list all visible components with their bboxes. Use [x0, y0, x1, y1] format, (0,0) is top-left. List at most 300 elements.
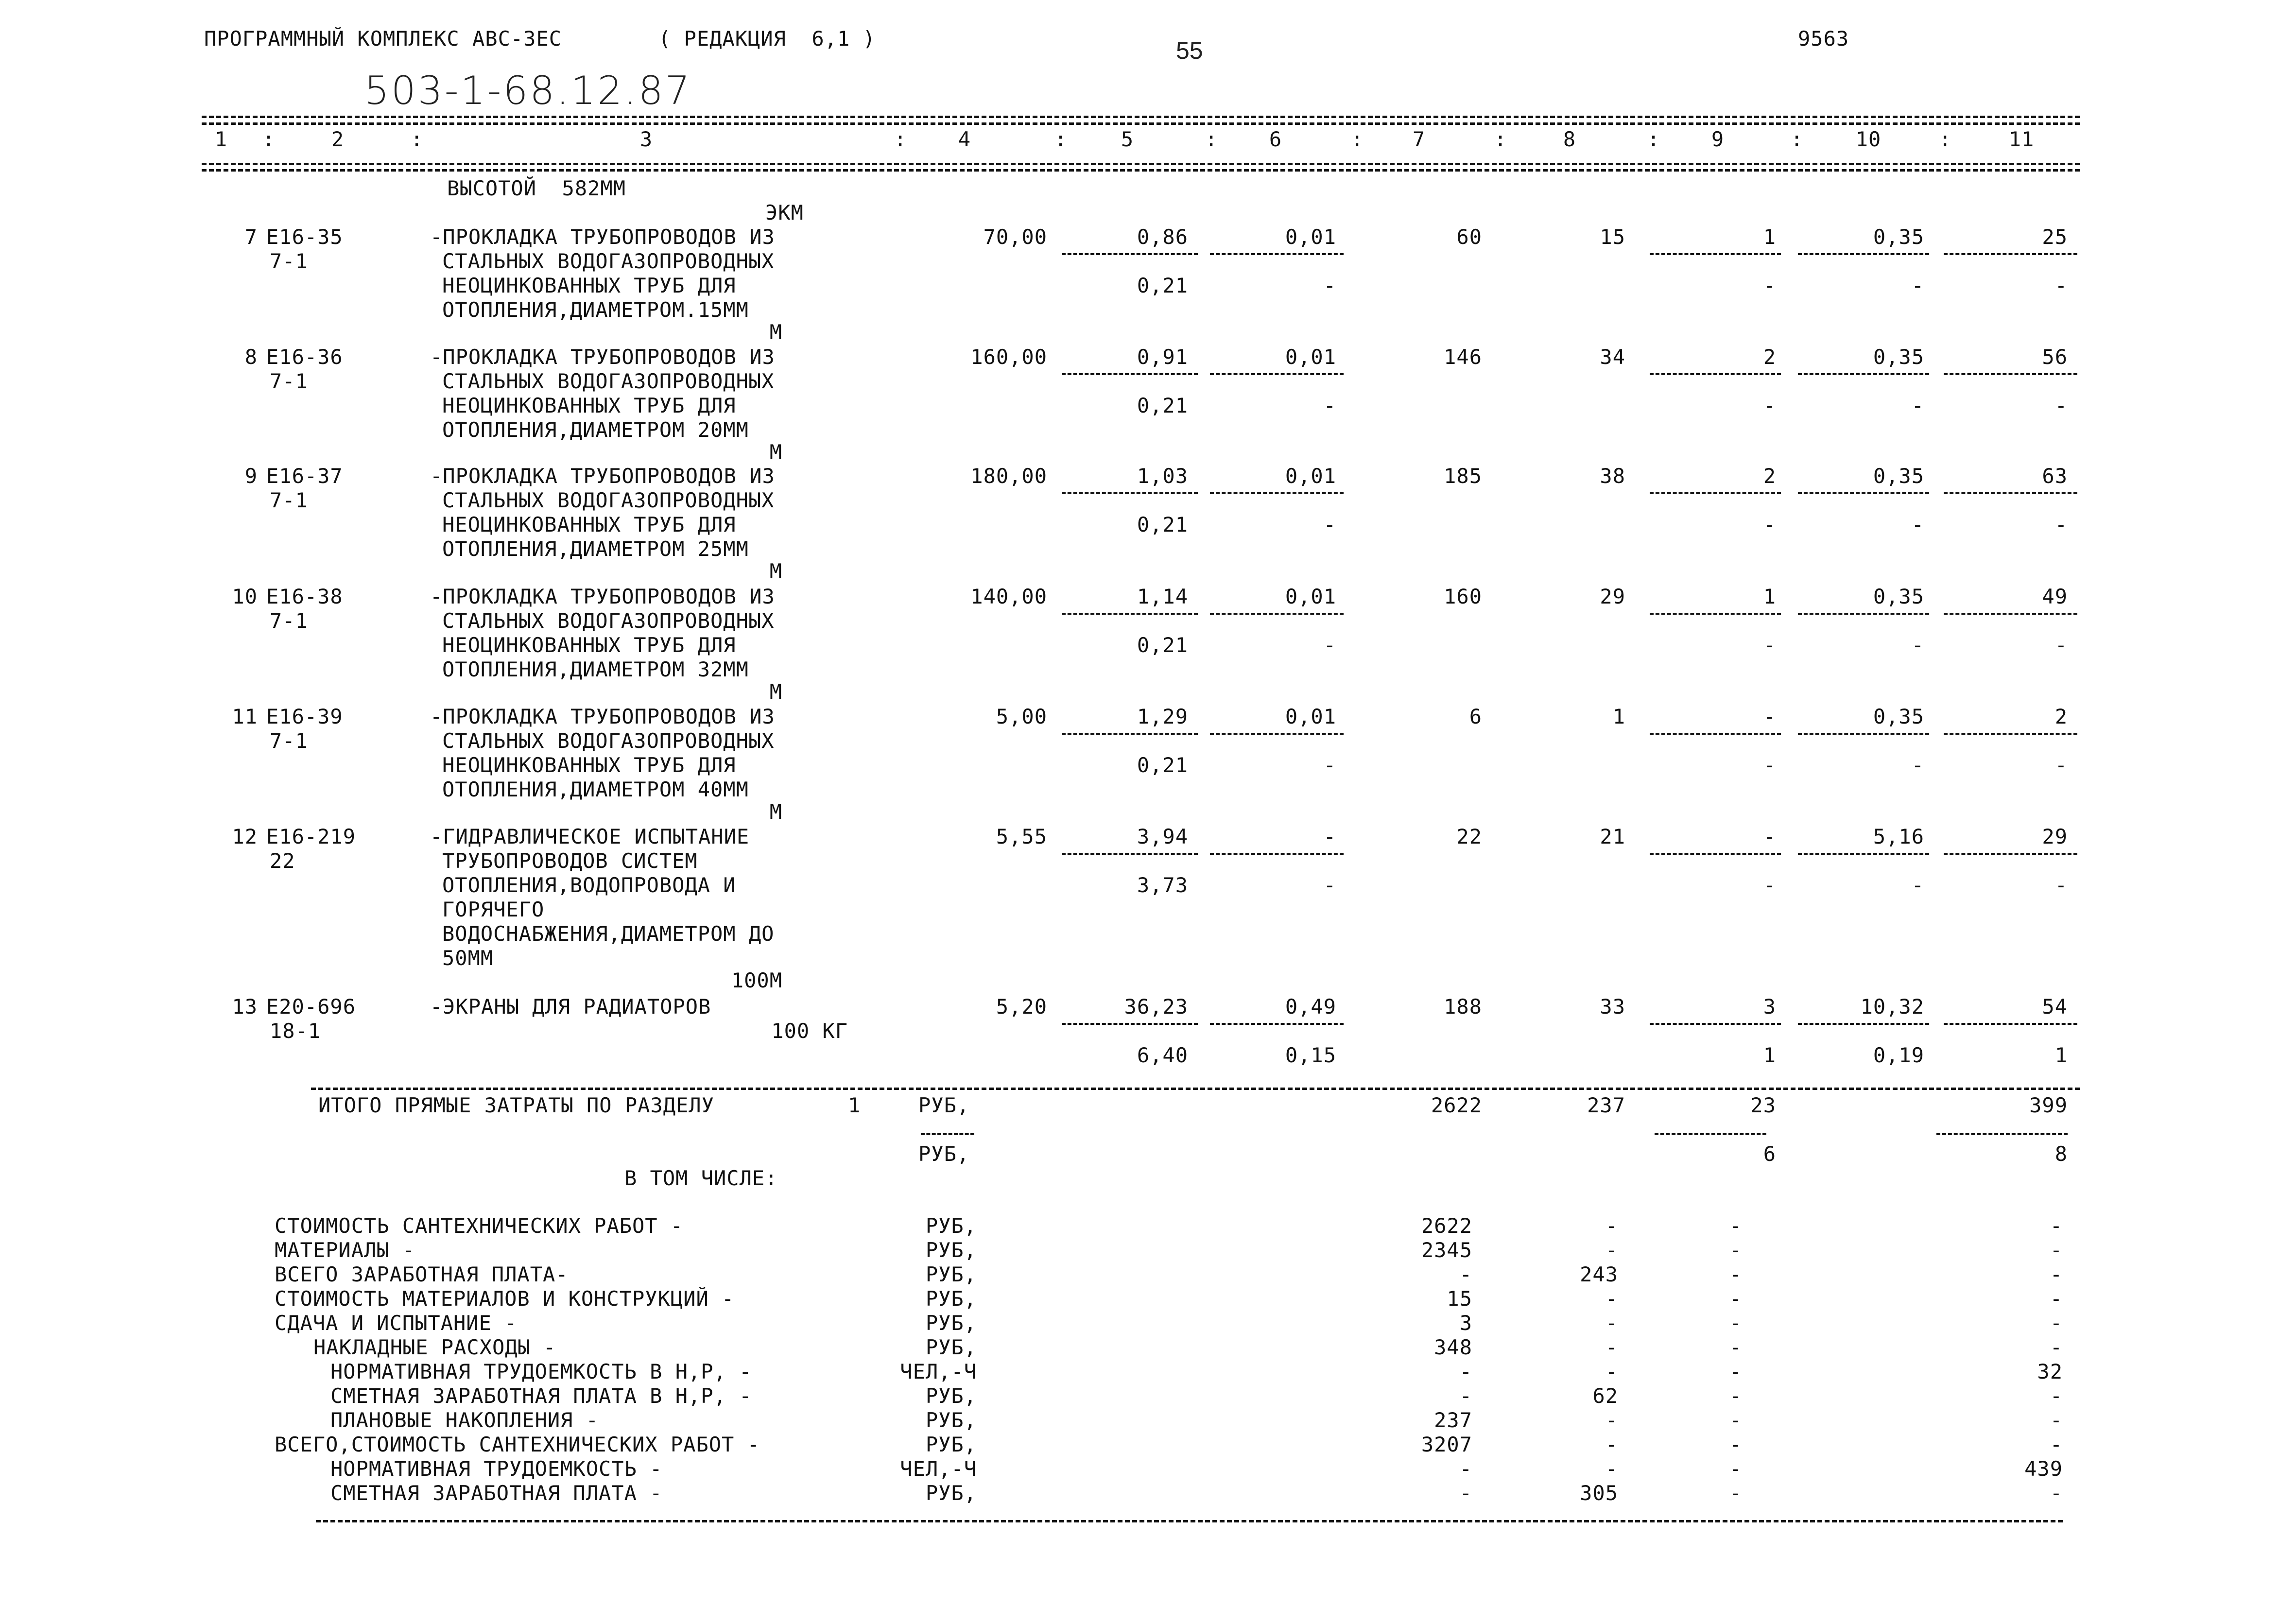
summary-unit: РУБ,: [925, 1433, 977, 1456]
work-description-line: ТРУБОПРОВОДОВ СИСТЕМ: [442, 849, 698, 873]
fraction-line: [1062, 733, 1198, 735]
summary-labour: -: [2050, 1335, 2063, 1359]
unit-cost-operation: 0,01: [1285, 464, 1336, 488]
summary-unit: РУБ,: [925, 1481, 977, 1505]
work-description-line: ГОРЯЧЕГО: [442, 898, 545, 921]
labour-total: 25: [2042, 225, 2068, 249]
work-description-line: -ПРОКЛАДКА ТРУБОПРОВОДОВ ИЗ: [430, 464, 775, 488]
total-label: ИТОГО ПРЯМЫЕ ЗАТРАТЫ ПО РАЗДЕЛУ: [318, 1093, 714, 1117]
fraction-line: [1944, 253, 2077, 255]
summary-label: СМЕТНАЯ ЗАРАБОТНАЯ ПЛАТА -: [330, 1481, 663, 1505]
quantity: 140,00: [970, 585, 1047, 608]
labour-per-unit: 5,16: [1873, 825, 1924, 848]
table-header-bottom-rule-2: [202, 169, 2080, 172]
summary-labour: -: [2050, 1384, 2063, 1408]
summary-machine: -: [1729, 1360, 1742, 1383]
total-cost: 22: [1456, 825, 1482, 848]
summary-unit: РУБ,: [925, 1335, 977, 1359]
unit-machine-salary: -: [1323, 274, 1336, 297]
machine-labour-per-unit: 0,19: [1873, 1043, 1924, 1067]
summary-total-cost: -: [1459, 1384, 1472, 1408]
summary-label: ПЛАНОВЫЕ НАКОПЛЕНИЯ -: [330, 1408, 599, 1432]
column-header-5: 5: [1121, 127, 1134, 151]
summary-salary: 243: [1580, 1262, 1618, 1286]
norm-subcode: 7-1: [270, 369, 308, 393]
work-description-line: СТАЛЬНЫХ ВОДОГАЗОПРОВОДНЫХ: [442, 488, 775, 512]
total-salary: 15: [1600, 225, 1625, 249]
summary-machine: -: [1729, 1408, 1742, 1432]
fraction-line: [1650, 1023, 1781, 1025]
summary-total-cost: 2345: [1421, 1238, 1472, 1262]
footer-rule: [316, 1520, 2063, 1522]
fraction-line: [1210, 1023, 1344, 1025]
summary-machine: -: [1729, 1238, 1742, 1262]
unit-machine-salary: -: [1323, 753, 1336, 777]
summary-unit: ЧЕЛ,-Ч: [900, 1360, 977, 1383]
unit-salary: 0,21: [1137, 753, 1188, 777]
column-separator: :: [262, 127, 276, 151]
summary-label: СДАЧА И ИСПЫТАНИЕ -: [275, 1311, 518, 1335]
summary-label: НАКЛАДНЫЕ РАСХОДЫ -: [313, 1335, 556, 1359]
program-name: ПРОГРАММНЫЙ КОМПЛЕКС АВС-3ЕС: [204, 27, 562, 51]
unit-cost-total: 1,14: [1137, 585, 1188, 608]
row-number: 10: [232, 585, 258, 608]
unit-cost-total: 0,86: [1137, 225, 1188, 249]
total-machine-labour: 8: [2054, 1142, 2068, 1166]
row-number: 9: [244, 464, 258, 488]
summary-labour: -: [2050, 1287, 2063, 1311]
unit-machine-salary: -: [1323, 394, 1336, 417]
measure-unit: М: [769, 320, 782, 344]
total-cost: 60: [1456, 225, 1482, 249]
norm-code: Е16-38: [266, 585, 343, 608]
row-number: 13: [232, 995, 258, 1019]
table-top-rule: [202, 116, 2080, 118]
work-description-line: НЕОЦИНКОВАННЫХ ТРУБ ДЛЯ: [442, 753, 736, 777]
fraction-line: [1650, 492, 1781, 494]
fraction-line: [1062, 1023, 1198, 1025]
unit-cost-total: 3,94: [1137, 825, 1188, 848]
table-top-rule-2: [202, 122, 2080, 125]
quantity: 70,00: [983, 225, 1047, 249]
fraction-line: [1798, 1023, 1929, 1025]
row-number: 8: [244, 345, 258, 369]
fraction-line: [1062, 253, 1198, 255]
document-number: 9563: [1798, 27, 1849, 51]
carry-over-text: ВЫСОТОЙ 582ММ: [447, 176, 626, 200]
column-separator: :: [1054, 127, 1068, 151]
total-salary: 1: [1612, 705, 1625, 728]
including-label: В ТОМ ЧИСЛЕ:: [624, 1166, 778, 1190]
summary-labour: -: [2050, 1408, 2063, 1432]
machine-labour-total: -: [2054, 274, 2068, 297]
summary-total-cost: 348: [1434, 1335, 1472, 1359]
fraction-line: [1062, 613, 1198, 615]
labour-total: 54: [2042, 995, 2068, 1019]
fraction-line: [1650, 733, 1781, 735]
summary-machine: -: [1729, 1481, 1742, 1505]
summary-labour: -: [2050, 1481, 2063, 1505]
summary-salary: -: [1605, 1433, 1618, 1456]
work-description-line: -ГИДРАВЛИЧЕСКОЕ ИСПЫТАНИЕ: [430, 825, 750, 848]
column-header-6: 6: [1269, 127, 1282, 151]
unit-cost-total: 0,91: [1137, 345, 1188, 369]
fraction-line: [1798, 733, 1929, 735]
summary-label: СМЕТНАЯ ЗАРАБОТНАЯ ПЛАТА В Н,Р, -: [330, 1384, 752, 1408]
norm-code: Е16-219: [266, 825, 356, 848]
work-description-line: ОТОПЛЕНИЯ,ДИАМЕТРОМ 25ММ: [442, 537, 749, 561]
column-separator: :: [411, 127, 424, 151]
fraction-line: [1944, 492, 2077, 494]
page-number: 55: [1176, 37, 1203, 64]
unit-cost-operation: 0,49: [1285, 995, 1336, 1019]
labour-total: 29: [2042, 825, 2068, 848]
unit-salary: 3,73: [1137, 873, 1188, 897]
work-description-line: ВОДОСНАБЖЕНИЯ,ДИАМЕТРОМ ДО: [442, 922, 775, 946]
total-cost: 160: [1444, 585, 1482, 608]
summary-total-cost: -: [1459, 1457, 1472, 1481]
summary-labour: -: [2050, 1238, 2063, 1262]
machine-labour-per-unit: -: [1911, 633, 1924, 657]
fraction-line: [1944, 853, 2077, 855]
fraction-line: [1210, 853, 1344, 855]
unit-cost-operation: 0,01: [1285, 585, 1336, 608]
machine-labour-per-unit: -: [1911, 873, 1924, 897]
machine-operation: 1: [1763, 225, 1776, 249]
unit-machine-salary: -: [1323, 633, 1336, 657]
labour-per-unit: 0,35: [1873, 585, 1924, 608]
total-machine-operation: 23: [1750, 1093, 1776, 1117]
total-salary: 33: [1600, 995, 1625, 1019]
unit-machine-salary: -: [1323, 513, 1336, 536]
machine-salary: -: [1763, 753, 1776, 777]
total-salary: 34: [1600, 345, 1625, 369]
fraction-line: [1655, 1133, 1766, 1135]
work-description-line: ОТОПЛЕНИЯ,ДИАМЕТРОМ 20ММ: [442, 418, 749, 442]
fraction-line: [1650, 253, 1781, 255]
summary-salary: -: [1605, 1287, 1618, 1311]
summary-machine: -: [1729, 1262, 1742, 1286]
column-separator: :: [1351, 127, 1364, 151]
measure-unit: М: [769, 440, 782, 464]
column-header-3: 3: [639, 127, 653, 151]
unit-machine-salary: 0,15: [1285, 1043, 1336, 1067]
fraction-line: [1798, 373, 1929, 375]
summary-salary: -: [1605, 1360, 1618, 1383]
summary-unit: РУБ,: [925, 1238, 977, 1262]
work-description-line: -ПРОКЛАДКА ТРУБОПРОВОДОВ ИЗ: [430, 225, 775, 249]
column-header-2: 2: [331, 127, 345, 151]
fraction-line: [1936, 1133, 2068, 1135]
work-description-line: НЕОЦИНКОВАННЫХ ТРУБ ДЛЯ: [442, 394, 736, 417]
work-description-line: НЕОЦИНКОВАННЫХ ТРУБ ДЛЯ: [442, 633, 736, 657]
fraction-line: [1944, 1023, 2077, 1025]
column-header-10: 10: [1855, 127, 1882, 151]
total-cost: 146: [1444, 345, 1482, 369]
quantity: 5,00: [996, 705, 1047, 728]
machine-salary: -: [1763, 873, 1776, 897]
column-header-1: 1: [214, 127, 228, 151]
fraction-line: [1210, 492, 1344, 494]
fraction-line: [1798, 853, 1929, 855]
column-separator: :: [1939, 127, 1952, 151]
norm-code: Е16-37: [266, 464, 343, 488]
summary-salary: -: [1605, 1214, 1618, 1238]
unit-salary: 0,21: [1137, 394, 1188, 417]
norm-subcode: 7-1: [270, 249, 308, 273]
summary-total-cost: 3207: [1421, 1433, 1472, 1456]
summary-labour: 32: [2037, 1360, 2063, 1383]
machine-labour-total: -: [2054, 394, 2068, 417]
labour-total: 56: [2042, 345, 2068, 369]
summary-machine: -: [1729, 1287, 1742, 1311]
work-description-line: СТАЛЬНЫХ ВОДОГАЗОПРОВОДНЫХ: [442, 609, 775, 633]
summary-unit: РУБ,: [925, 1384, 977, 1408]
unit-salary: 0,21: [1137, 274, 1188, 297]
total-cost: 2622: [1431, 1093, 1482, 1117]
work-description-line: ОТОПЛЕНИЯ,ДИАМЕТРОМ.15ММ: [442, 298, 749, 322]
work-description-line: ОТОПЛЕНИЯ,ВОДОПРОВОДА И: [442, 873, 736, 897]
summary-label: МАТЕРИАЛЫ -: [275, 1238, 415, 1262]
fraction-line: [1210, 253, 1344, 255]
total-salary: 38: [1600, 464, 1625, 488]
summary-unit: РУБ,: [925, 1287, 977, 1311]
machine-salary: -: [1763, 513, 1776, 536]
summary-labour: -: [2050, 1262, 2063, 1286]
summary-total-cost: -: [1459, 1262, 1472, 1286]
total-salary: 21: [1600, 825, 1625, 848]
fraction-line: [1944, 733, 2077, 735]
norm-code: Е16-35: [266, 225, 343, 249]
unit-cost-total: 36,23: [1124, 995, 1188, 1019]
unit-salary: 0,21: [1137, 633, 1188, 657]
summary-total-cost: -: [1459, 1481, 1472, 1505]
summary-labour: -: [2050, 1433, 2063, 1456]
machine-salary: -: [1763, 394, 1776, 417]
column-separator: :: [1791, 127, 1804, 151]
summary-total-cost: 237: [1434, 1408, 1472, 1432]
unit-cost-total: 1,29: [1137, 705, 1188, 728]
unit-cost-total: 1,03: [1137, 464, 1188, 488]
unit-salary: 0,21: [1137, 513, 1188, 536]
quantity: 160,00: [970, 345, 1047, 369]
unit-salary: 6,40: [1137, 1043, 1188, 1067]
unit-cost-operation: 0,01: [1285, 705, 1336, 728]
summary-total-cost: 3: [1459, 1311, 1472, 1335]
total-salary: 237: [1587, 1093, 1625, 1117]
summary-total-cost: 15: [1447, 1287, 1472, 1311]
machine-labour-total: -: [2054, 753, 2068, 777]
fraction-line: [1210, 733, 1344, 735]
work-description-line: 50ММ: [442, 946, 494, 970]
total-cost: 185: [1444, 464, 1482, 488]
work-description-line: НЕОЦИНКОВАННЫХ ТРУБ ДЛЯ: [442, 274, 736, 297]
fraction-line: [1210, 373, 1344, 375]
fraction-line: [1798, 492, 1929, 494]
summary-machine: -: [1729, 1335, 1742, 1359]
machine-labour-per-unit: -: [1911, 753, 1924, 777]
machine-labour-total: -: [2054, 513, 2068, 536]
fraction-line: [1062, 492, 1198, 494]
fraction-line: [1944, 613, 2077, 615]
machine-labour-total: 1: [2054, 1043, 2068, 1067]
norm-subcode: 7-1: [270, 609, 308, 633]
work-description-line: СТАЛЬНЫХ ВОДОГАЗОПРОВОДНЫХ: [442, 369, 775, 393]
fraction-line: [921, 1133, 974, 1135]
fraction-line: [1944, 373, 2077, 375]
unit-machine-salary: -: [1323, 873, 1336, 897]
summary-unit: РУБ,: [925, 1311, 977, 1335]
summary-label: СТОИМОСТЬ САНТЕХНИЧЕСКИХ РАБОТ -: [275, 1214, 684, 1238]
summary-unit: РУБ,: [925, 1262, 977, 1286]
summary-label: ВСЕГО,СТОИМОСТЬ САНТЕХНИЧЕСКИХ РАБОТ -: [275, 1433, 760, 1456]
summary-salary: -: [1605, 1408, 1618, 1432]
summary-machine: -: [1729, 1457, 1742, 1481]
labour-total: 63: [2042, 464, 2068, 488]
summary-total-cost: -: [1459, 1360, 1472, 1383]
summary-salary: 62: [1592, 1384, 1618, 1408]
unit-cost-operation: 0,01: [1285, 225, 1336, 249]
column-header-7: 7: [1412, 127, 1426, 151]
column-separator: :: [894, 127, 907, 151]
summary-machine: -: [1729, 1433, 1742, 1456]
work-description-line: ОТОПЛЕНИЯ,ДИАМЕТРОМ 32ММ: [442, 657, 749, 681]
column-separator: :: [1647, 127, 1660, 151]
quantity: 5,55: [996, 825, 1047, 848]
norm-subcode: 18-1: [270, 1019, 321, 1043]
measure-unit: М: [769, 680, 782, 704]
total-machine-salary: 6: [1763, 1142, 1776, 1166]
labour-per-unit: 0,35: [1873, 225, 1924, 249]
summary-unit: РУБ,: [925, 1214, 977, 1238]
row-number: 12: [232, 825, 258, 848]
row-number: 11: [232, 705, 258, 728]
column-header-9: 9: [1711, 127, 1725, 151]
work-description-line: ОТОПЛЕНИЯ,ДИАМЕТРОМ 40ММ: [442, 778, 749, 801]
labour-per-unit: 0,35: [1873, 705, 1924, 728]
summary-salary: -: [1605, 1238, 1618, 1262]
machine-salary: -: [1763, 274, 1776, 297]
measure-unit: 100 КГ: [771, 1019, 848, 1043]
summary-total-cost: 2622: [1421, 1214, 1472, 1238]
norm-subcode: 22: [270, 849, 295, 873]
labour-total: 2: [2054, 705, 2068, 728]
summary-machine: -: [1729, 1384, 1742, 1408]
norm-code: Е16-36: [266, 345, 343, 369]
machine-labour-per-unit: -: [1911, 274, 1924, 297]
measure-unit: М: [769, 800, 782, 824]
summary-salary: -: [1605, 1335, 1618, 1359]
norm-subcode: 7-1: [270, 488, 308, 512]
quantity: 5,20: [996, 995, 1047, 1019]
column-header-8: 8: [1563, 127, 1576, 151]
machine-operation: -: [1763, 825, 1776, 848]
summary-labour: -: [2050, 1311, 2063, 1335]
fraction-line: [1650, 613, 1781, 615]
edition: ( РЕДАКЦИЯ 6,1 ): [658, 27, 876, 51]
summary-label: ВСЕГО ЗАРАБОТНАЯ ПЛАТА-: [275, 1262, 569, 1286]
column-separator: :: [1494, 127, 1507, 151]
labour-total: 49: [2042, 585, 2068, 608]
machine-labour-total: -: [2054, 633, 2068, 657]
column-separator: :: [1205, 127, 1218, 151]
work-description-line: -ПРОКЛАДКА ТРУБОПРОВОДОВ ИЗ: [430, 585, 775, 608]
machine-salary: 1: [1763, 1043, 1776, 1067]
labour-per-unit: 0,35: [1873, 345, 1924, 369]
column-header-11: 11: [2008, 127, 2035, 151]
labour-per-unit: 10,32: [1860, 995, 1924, 1019]
unit-cost-operation: -: [1323, 825, 1336, 848]
machine-salary: -: [1763, 633, 1776, 657]
total-salary: 29: [1600, 585, 1625, 608]
work-description-line: -ПРОКЛАДКА ТРУБОПРОВОДОВ ИЗ: [430, 705, 775, 728]
machine-operation: 2: [1763, 464, 1776, 488]
summary-label: НОРМАТИВНАЯ ТРУДОЕМКОСТЬ В Н,Р, -: [330, 1360, 752, 1383]
carry-over-unit: ЭКМ: [765, 201, 804, 225]
machine-operation: 3: [1763, 995, 1776, 1019]
handwritten-project-code: 503-1-68.12.87: [364, 68, 692, 113]
norm-subcode: 7-1: [270, 729, 308, 753]
items-bottom-rule: [311, 1088, 2080, 1090]
total-section-number: 1: [848, 1093, 861, 1117]
summary-label: СТОИМОСТЬ МАТЕРИАЛОВ И КОНСТРУКЦИЙ -: [275, 1287, 735, 1311]
summary-labour: 439: [2024, 1457, 2063, 1481]
machine-operation: -: [1763, 705, 1776, 728]
summary-labour: -: [2050, 1214, 2063, 1238]
fraction-line: [1798, 613, 1929, 615]
quantity: 180,00: [970, 464, 1047, 488]
machine-operation: 2: [1763, 345, 1776, 369]
fraction-line: [1798, 253, 1929, 255]
work-description-line: СТАЛЬНЫХ ВОДОГАЗОПРОВОДНЫХ: [442, 729, 775, 753]
norm-code: Е16-39: [266, 705, 343, 728]
fraction-line: [1062, 373, 1198, 375]
summary-label: НОРМАТИВНАЯ ТРУДОЕМКОСТЬ -: [330, 1457, 663, 1481]
total-unit: РУБ,: [918, 1093, 970, 1117]
machine-labour-per-unit: -: [1911, 394, 1924, 417]
measure-unit: 100М: [731, 968, 782, 992]
work-description-line: НЕОЦИНКОВАННЫХ ТРУБ ДЛЯ: [442, 513, 736, 536]
summary-machine: -: [1729, 1214, 1742, 1238]
summary-unit: ЧЕЛ,-Ч: [900, 1457, 977, 1481]
work-description-line: -ПРОКЛАДКА ТРУБОПРОВОДОВ ИЗ: [430, 345, 775, 369]
row-number: 7: [244, 225, 258, 249]
summary-unit: РУБ,: [925, 1408, 977, 1432]
total-cost: 188: [1444, 995, 1482, 1019]
fraction-line: [1210, 613, 1344, 615]
labour-per-unit: 0,35: [1873, 464, 1924, 488]
work-description-line: -ЭКРАНЫ ДЛЯ РАДИАТОРОВ: [430, 995, 711, 1019]
norm-code: Е20-696: [266, 995, 356, 1019]
summary-salary: 305: [1580, 1481, 1618, 1505]
work-description-line: СТАЛЬНЫХ ВОДОГАЗОПРОВОДНЫХ: [442, 249, 775, 273]
machine-labour-total: -: [2054, 873, 2068, 897]
fraction-line: [1650, 853, 1781, 855]
column-header-4: 4: [958, 127, 971, 151]
summary-machine: -: [1729, 1311, 1742, 1335]
fraction-line: [1062, 853, 1198, 855]
unit-cost-operation: 0,01: [1285, 345, 1336, 369]
fraction-line: [1650, 373, 1781, 375]
measure-unit: М: [769, 559, 782, 583]
total-labour: 399: [2029, 1093, 2068, 1117]
total-unit-2: РУБ,: [918, 1142, 970, 1166]
machine-labour-per-unit: -: [1911, 513, 1924, 536]
total-cost: 6: [1469, 705, 1482, 728]
table-header-bottom-rule: [202, 163, 2080, 165]
machine-operation: 1: [1763, 585, 1776, 608]
summary-salary: -: [1605, 1457, 1618, 1481]
